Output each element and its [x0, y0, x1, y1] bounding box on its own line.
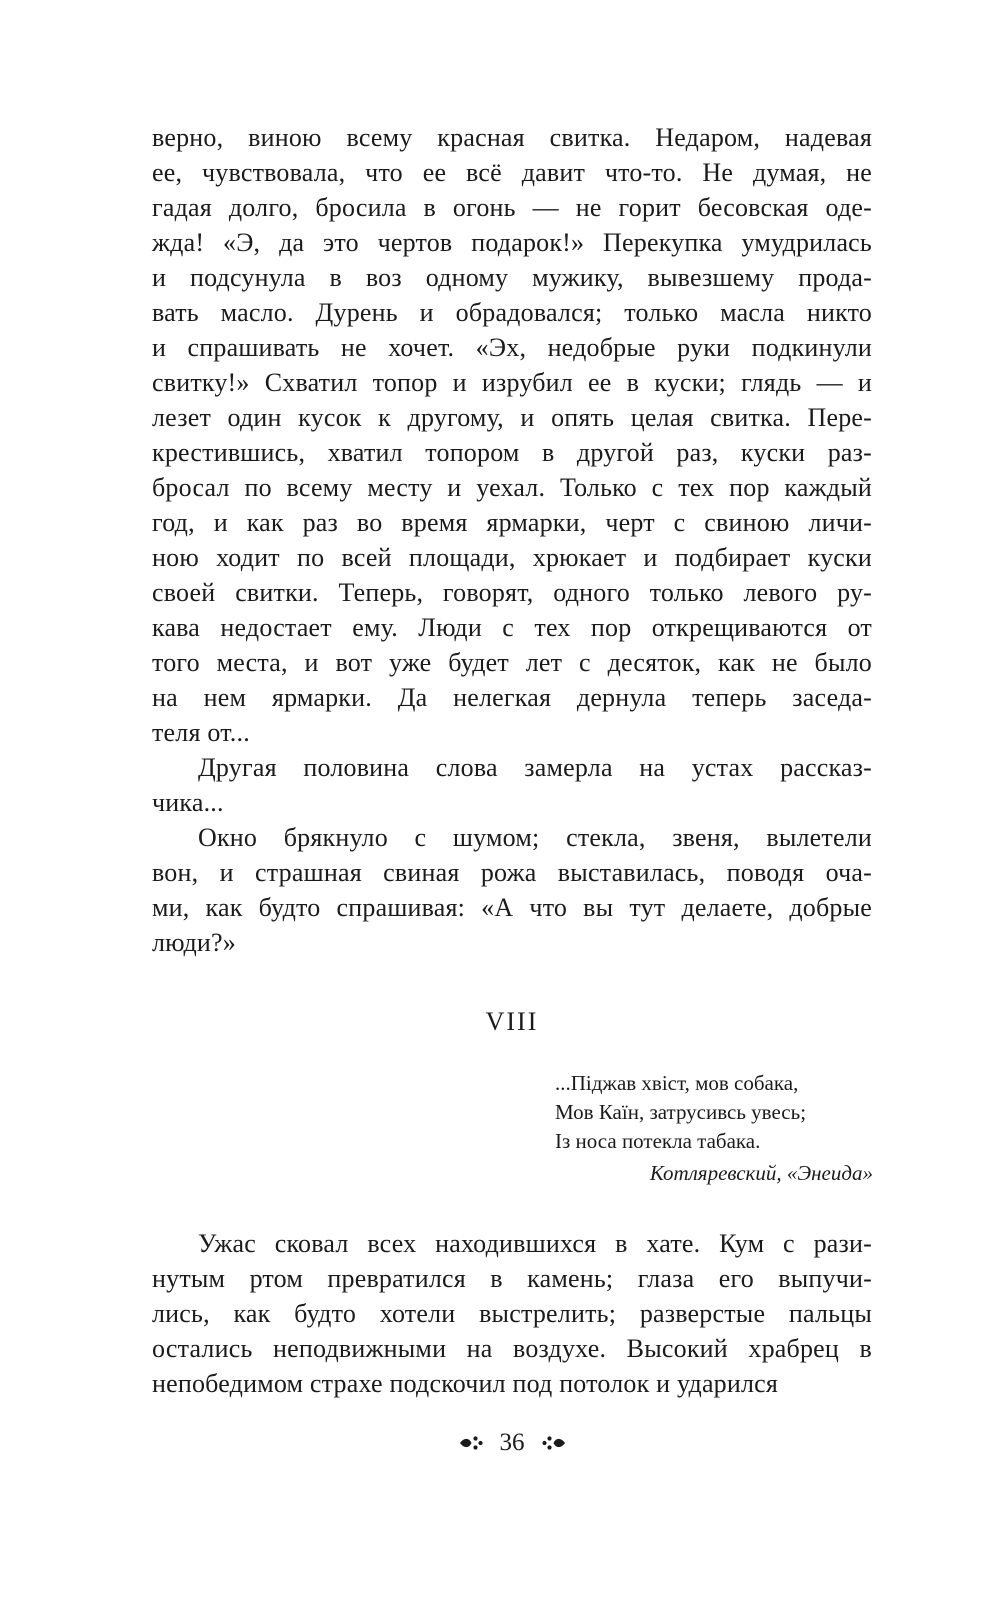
page-number: 36 — [499, 1429, 525, 1456]
text-line: нутым ртом превратился в камень; глаза его выпучи- — [152, 1264, 872, 1293]
text-line: крестившись, хватил топором в другой раз, куски раз- — [152, 438, 872, 467]
text-line: свитку!» Схватил топор и изрубил ее в куски; глядь — и — [152, 368, 872, 397]
paragraph — [152, 750, 872, 820]
text-line: Окно брякнуло с шумом; стекла, звеня, вылетели — [198, 823, 872, 852]
text-line: того места, и вот уже будет лет с десяток, как не было — [152, 648, 872, 677]
text-line: на нем ярмарки. Да нелегкая дернула теперь заседа- — [152, 683, 872, 712]
text-line: вон, и страшная свиная рожа выставилась, поводя оча- — [152, 858, 872, 887]
text-line: и спрашивать не хочет. «Эх, недобрые руки подкинули — [152, 333, 872, 362]
text-line: лись, как будто хотели выстрелить; разверстые пальцы — [152, 1299, 872, 1328]
epigraph-attribution: Котляревский, «Энеида» — [649, 1161, 873, 1185]
text-line: своей свитки. Теперь, говорят, одного только левого ру- — [152, 578, 872, 607]
epigraph-line: Мов Каїн, затрусивсь увесь; — [555, 1100, 807, 1124]
text-line: Другая половина слова замерла на устах рассказ- — [198, 753, 872, 782]
text-line: чика... — [152, 788, 224, 817]
text-line: Ужас сковал всех находившихся в хате. Кум с рази- — [198, 1229, 872, 1258]
text-line: ми, как будто спрашивая: «А что вы тут делаете, добрые — [152, 893, 872, 922]
paragraph — [152, 1226, 872, 1401]
chapter-heading: VIII — [485, 1007, 539, 1036]
text-line: кава недостает ему. Люди с тех пор открещиваются от — [152, 613, 872, 642]
page-footer — [152, 1428, 872, 1458]
text-block — [152, 120, 872, 1458]
paragraph — [152, 820, 872, 960]
text-line: лезет один кусок к другому, и опять целая свитка. Пере- — [152, 403, 872, 432]
text-line: жда! «Э, да это чертов подарок!» Перекупка умудрилась — [152, 228, 872, 257]
text-line: вать масло. Дурень и обрадовался; только масла никто — [152, 298, 872, 327]
epigraph — [555, 1069, 873, 1188]
text-line: остались неподвижными на воздухе. Высокий храбрец в — [152, 1334, 872, 1363]
text-line: непобедимом страхе подскочил под потолок и ударился — [152, 1369, 779, 1398]
text-line: и подсунула в воз одному мужику, вывезшему прода- — [152, 263, 872, 292]
text-line: теля от... — [152, 718, 250, 747]
paragraph — [152, 120, 872, 750]
closing-block — [152, 1226, 872, 1401]
epigraph-line: Із носа потекла табака. — [555, 1129, 761, 1153]
text-line: ною ходит по всей площади, хрюкает и подбирает куски — [152, 543, 872, 572]
text-line: ее, чувствовала, что ее всё давит что-то. Не думая, не — [152, 158, 872, 187]
text-line: бросал по всему месту и уехал. Только с тех пор каждый — [152, 473, 872, 502]
text-line: верно, виною всему красная свитка. Недаром, надевая — [152, 123, 872, 152]
text-line: люди?» — [152, 928, 236, 957]
epigraph-lines — [555, 1069, 873, 1156]
fleuron-left-icon — [458, 1433, 484, 1453]
fleuron-right-icon — [541, 1433, 567, 1453]
text-line: гадая долго, бросила в огонь — не горит бесовская оде- — [152, 193, 872, 222]
text-line: год, и как раз во время ярмарки, черт с свиною личи- — [152, 508, 872, 537]
epigraph-line: ...Піджав хвіст, мов собака, — [555, 1071, 799, 1095]
